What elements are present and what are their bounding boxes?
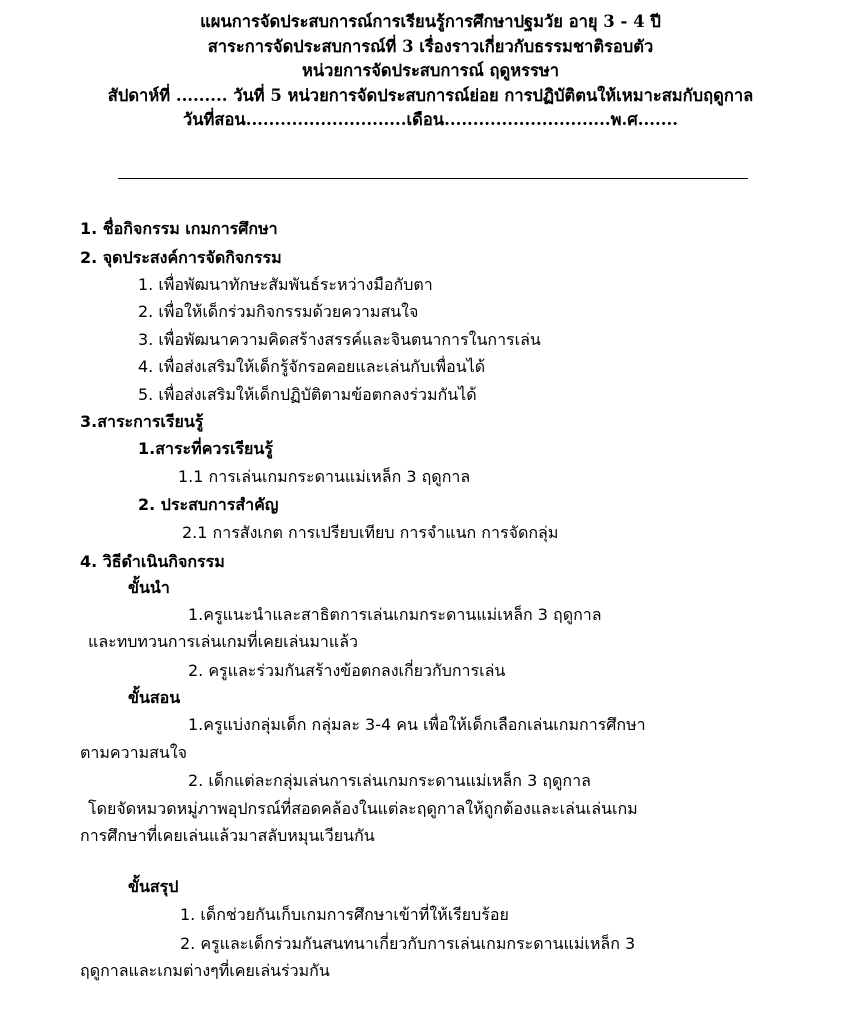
step-teach-item-continued: โดยจัดหมวดหมู่ภาพอุปกรณ์ที่สอดคล้องในแต่ละฤดูกาลให้ถูกต้องและเล่นเล่นเกม <box>88 799 638 818</box>
step-intro-heading: ขั้นนำ <box>128 578 170 597</box>
step-summary-heading: ขั้นสรุป <box>128 877 179 896</box>
step-teach-heading: ขั้นสอน <box>128 688 181 707</box>
section-3-sub2-item: 2.1 การสังเกต การเปรียบเทียบ การจำแนก การจัดกลุ่ม <box>182 523 559 542</box>
step-intro-item: 1.ครูแนะนำและสาธิตการเล่นเกมกระดานแม่เหล็ก 3 ฤดูกาล <box>188 605 602 624</box>
step-teach-item: 1.ครูแบ่งกลุ่มเด็ก กลุ่มละ 3-4 คน เพื่อให้เด็กเลือกเล่นเกมการศึกษา <box>188 715 646 734</box>
section-3-sub1-item: 1.1 การเล่นเกมกระดานแม่เหล็ก 3 ฤดูกาล <box>178 467 471 486</box>
objective-item: 5. เพื่อส่งเสริมให้เด็กปฏิบัติตามข้อตกลงร่วมกันได้ <box>138 385 477 404</box>
header-week-day: สัปดาห์ที่ ......... วันที่ 5 หน่วยการจัดประสบการณ์ย่อย การปฏิบัติตนให้เหมาะสมกับฤดูกาล <box>107 85 754 105</box>
objective-item: 4. เพื่อส่งเสริมให้เด็กรู้จักรอคอยและเล่นกับเพื่อนได้ <box>138 357 486 376</box>
section-2-heading: 2. จุดประสงค์การจัดกิจกรรม <box>80 248 282 267</box>
step-summary-item: 2. ครูและเด็กร่วมกันสนทนาเกี่ยวกับการเล่นเกมกระดานแม่เหล็ก 3 <box>180 934 636 953</box>
document-header <box>0 10 861 133</box>
header-divider <box>118 178 748 179</box>
step-intro-item-continued: และทบทวนการเล่นเกมที่เคยเล่นมาแล้ว <box>88 632 358 651</box>
objective-item: 3. เพื่อพัฒนาความคิดสร้างสรรค์และจินตนาการในการเล่น <box>138 330 541 349</box>
section-1-heading: 1. ชื่อกิจกรรม เกมการศึกษา <box>80 219 278 238</box>
header-unit: หน่วยการจัดประสบการณ์ ฤดูหรรษา <box>302 61 559 80</box>
header-teaching-date: วันที่สอน............................เดือน.............................พ.ศ....... <box>183 110 678 129</box>
header-title: แผนการจัดประสบการณ์การเรียนรู้การศึกษาปฐมวัย อายุ 3 - 4 ปี <box>200 12 661 31</box>
section-4-heading: 4. วิธีดำเนินกิจกรรม <box>80 552 225 571</box>
step-intro-item: 2. ครูและร่วมกันสร้างข้อตกลงเกี่ยวกับการเล่น <box>188 661 506 680</box>
step-teach-item-continued: ตามความสนใจ <box>80 743 188 762</box>
step-summary-item: 1. เด็กช่วยกันเก็บเกมการศึกษาเข้าที่ให้เรียบร้อย <box>180 905 509 924</box>
section-3-sub1-heading: 1.สาระที่ควรเรียนรู้ <box>138 439 273 458</box>
objective-item: 1. เพื่อพัฒนาทักษะสัมพันธ์ระหว่างมือกับตา <box>138 275 433 294</box>
header-learning-area: สาระการจัดประสบการณ์ที่ 3 เรื่องราวเกี่ยวกับธรรมชาติรอบตัว <box>207 36 654 56</box>
step-teach-item-continued: การศึกษาที่เคยเล่นแล้วมาสลับหมุนเวียนกัน <box>80 826 375 845</box>
section-3-sub2-heading: 2. ประสบการสำคัญ <box>138 495 279 514</box>
step-teach-item: 2. เด็กแต่ละกลุ่มเล่นการเล่นเกมกระดานแม่เหล็ก 3 ฤดูกาล <box>188 771 591 790</box>
objective-item: 2. เพื่อให้เด็กร่วมกิจกรรมด้วยความสนใจ <box>138 302 419 321</box>
step-summary-item-continued: ฤดูกาลและเกมต่างๆที่เคยเล่นร่วมกัน <box>80 961 330 980</box>
section-3-heading: 3.สาระการเรียนรู้ <box>80 412 204 431</box>
